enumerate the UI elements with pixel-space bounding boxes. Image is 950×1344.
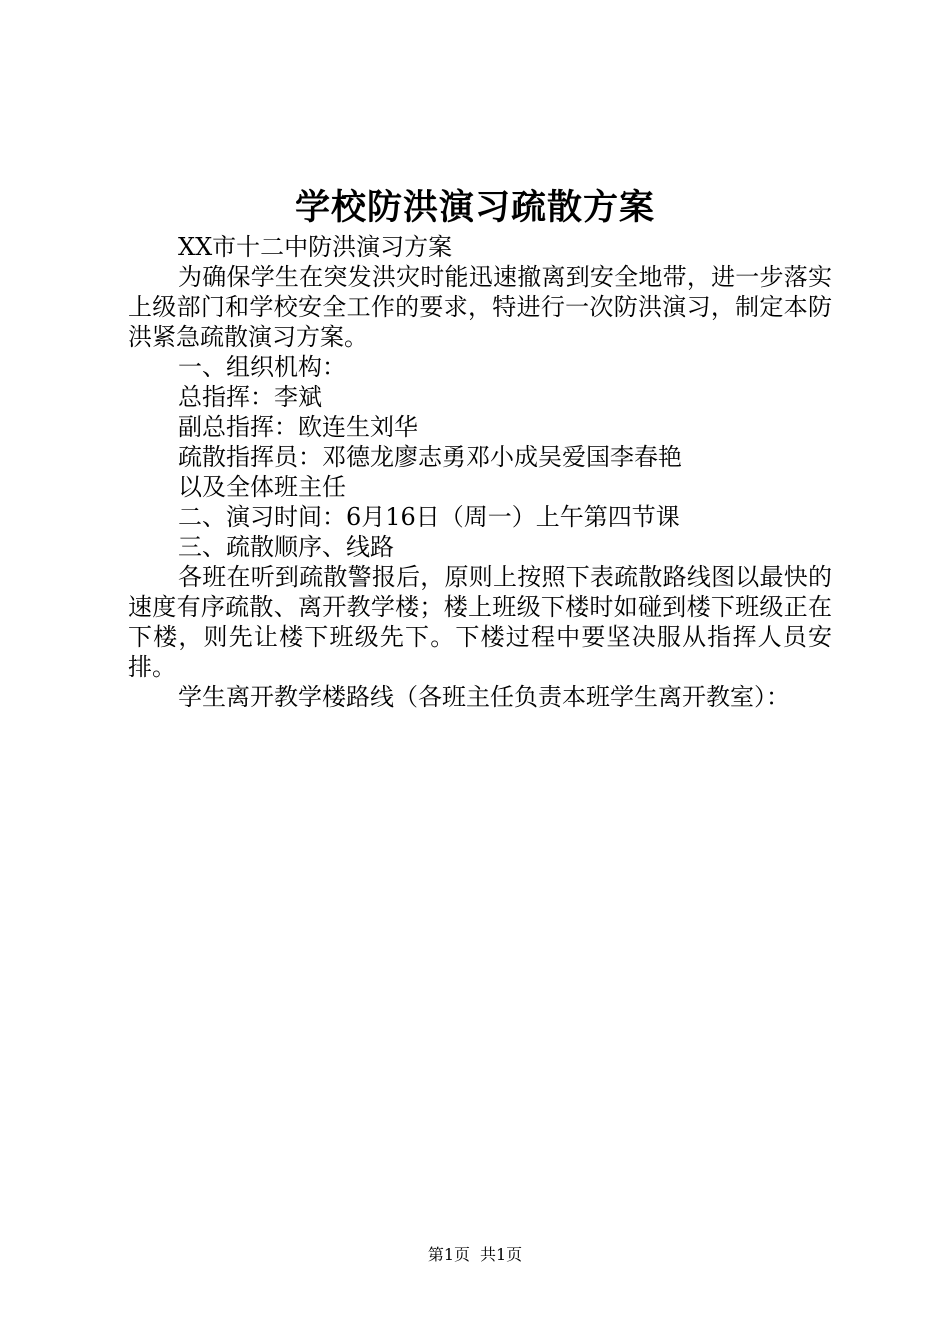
paragraph-subtitle: XX市十二中防洪演习方案 (178, 233, 453, 261)
section-heading-organization: 一、组织机构： (178, 353, 346, 381)
page-footer (0, 1244, 950, 1266)
section-heading-drill-time: 二、演习时间：6月16日（周一）上午第四节课 (178, 503, 680, 531)
document-body (128, 232, 832, 712)
paragraph-evacuation-officers: 疏散指挥员：邓德龙廖志勇邓小成吴爱国李春艳 (178, 443, 682, 471)
paragraph-purpose: 为确保学生在突发洪灾时能迅速撤离到安全地带，进一步落实上级部门和学校安全工作的要求，特进行一次防洪演习，制定本防洪紧急疏散演习方案。 (128, 263, 832, 351)
paragraph-class-teachers: 以及全体班主任 (178, 473, 346, 501)
page-number: 第1页 (427, 1245, 470, 1264)
paragraph-evacuation-rules: 各班在听到疏散警报后，原则上按照下表疏散路线图以最快的速度有序疏散、离开教学楼；楼上班级下楼时如碰到楼下班级正在下楼，则先让楼下班级先下。下楼过程中要坚决服从指挥人员安排。 (128, 563, 832, 681)
document-title: 学校防洪演习疏散方案 (294, 188, 655, 228)
paragraph-commander: 总指挥：李斌 (178, 383, 322, 411)
section-heading-evacuation-route: 三、疏散顺序、线路 (178, 533, 394, 561)
paragraph-deputy-commander: 副总指挥：欧连生刘华 (178, 413, 418, 441)
page-total: 共1页 (480, 1245, 523, 1264)
paragraph-route-intro: 学生离开教学楼路线（各班主任负责本班学生离开教室）： (178, 683, 790, 711)
